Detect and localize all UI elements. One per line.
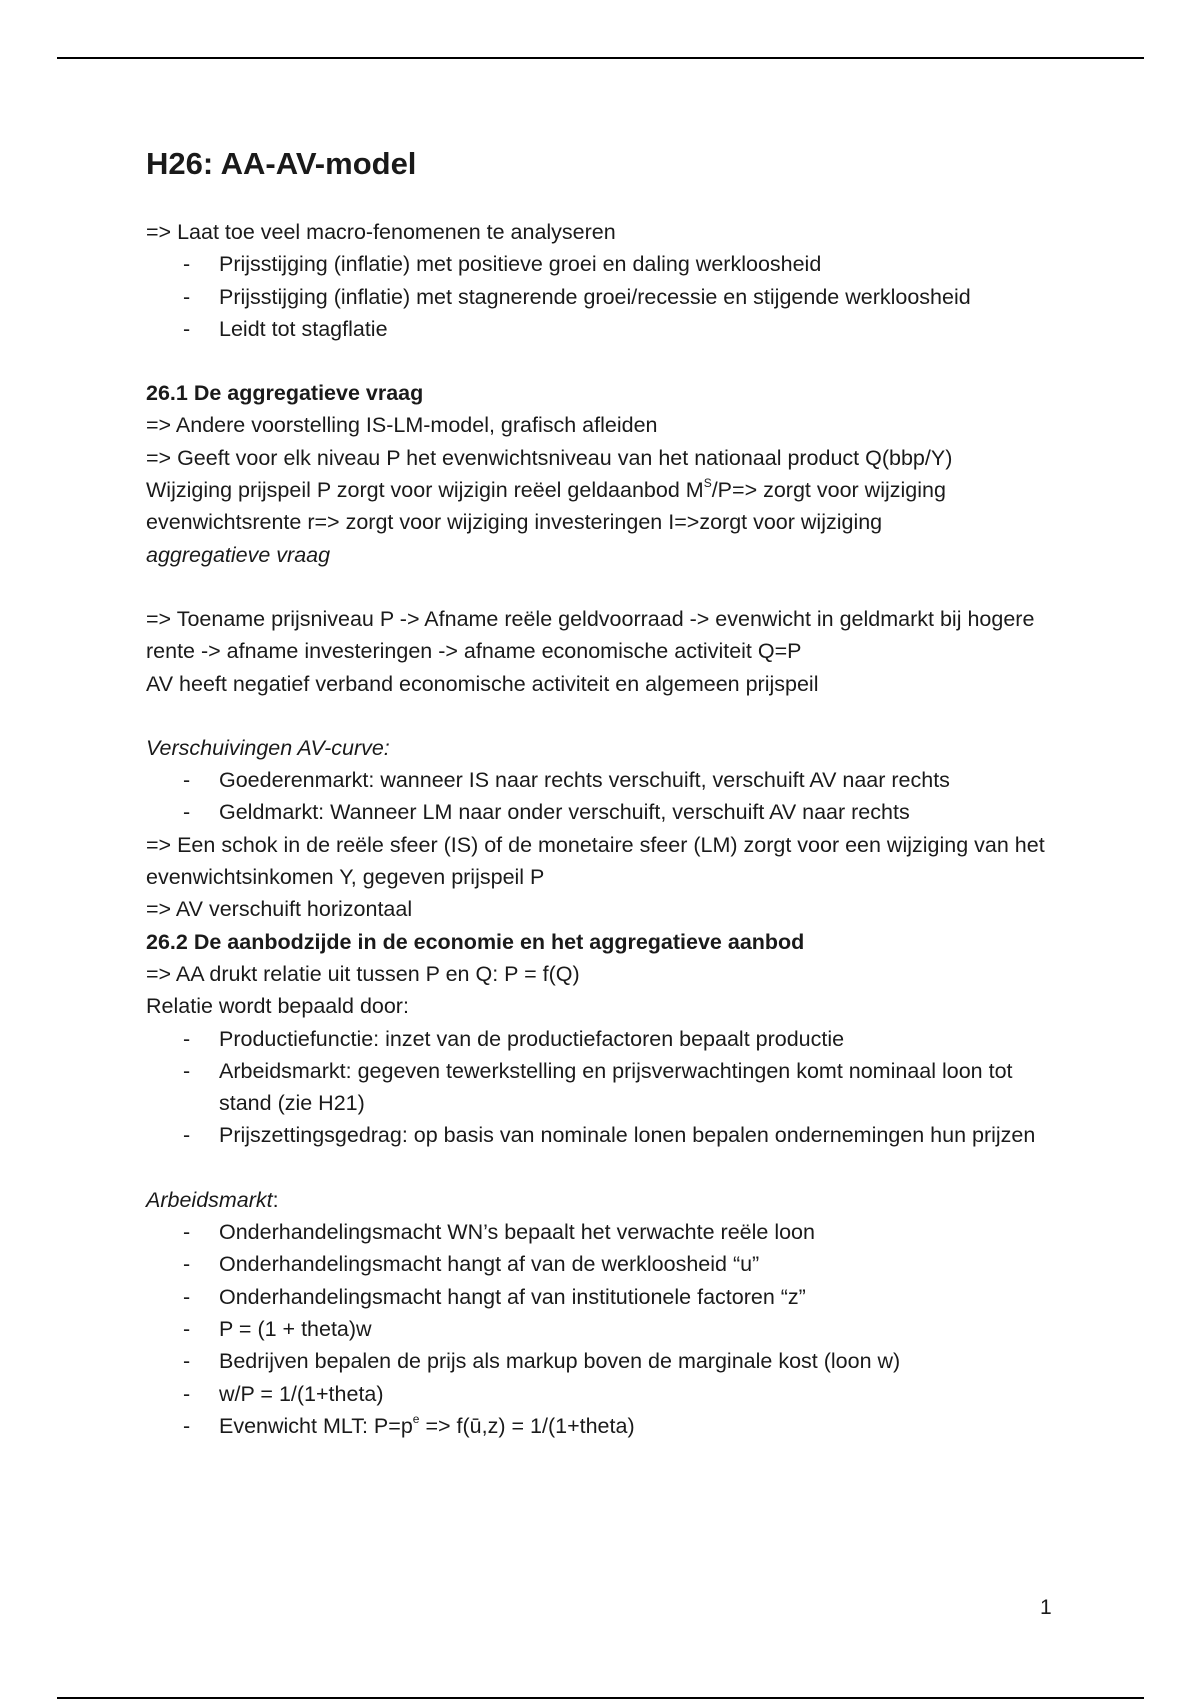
italic-run: aggregatieve vraag	[146, 542, 331, 567]
list-item: - Geldmarkt: Wanneer LM naar onder verschuift, verschuift AV naar rechts	[146, 796, 1066, 828]
paragraph: => Een schok in de reële sfeer (IS) of de monetaire sfeer (LM) zorgt voor een wijziging van het evenwichtsinkomen Y, gegeven prijspeil P	[146, 832, 1045, 890]
list-item	[146, 1410, 1066, 1442]
page-title: H26: AA-AV-model	[146, 146, 417, 181]
superscript: e	[412, 1411, 420, 1426]
list-item: - Leidt tot stagflatie	[146, 313, 1066, 345]
paragraph: AV heeft negatief verband economische activiteit en algemeen prijspeil	[146, 671, 819, 696]
list-item: - Arbeidsmarkt: gegeven tewerkstelling en prijsverwachtingen komt nominaal loon tot stand (zie H21)	[146, 1055, 1066, 1120]
paragraph: => AA drukt relatie uit tussen P en Q: P = f(Q)	[146, 961, 580, 986]
text-run: :	[272, 1187, 279, 1212]
text-run: => f(ū,z) = 1/(1+theta)	[419, 1413, 635, 1438]
list-item: - P = (1 + theta)w	[146, 1313, 1066, 1345]
paragraph: => AV verschuift horizontaal	[146, 897, 413, 922]
list-item: - w/P = 1/(1+theta)	[146, 1378, 1066, 1410]
shift-list	[146, 764, 1066, 829]
text-run: /P=> zorgt voor wijziging evenwichtsrente r=> zorgt voor wijziging investeringen I=>zorgt voor wijziging	[146, 478, 946, 535]
intro-list	[146, 248, 1066, 345]
paragraph	[146, 474, 1066, 571]
paragraph: => Toename prijsniveau P -> Afname reële geldvoorraad -> evenwicht in geldmarkt bij hogere rente -> afname investeringen -> afname economische activiteit Q=P	[146, 606, 1035, 664]
determinants-list	[146, 1023, 1066, 1152]
subheading-shifts: Verschuivingen AV-curve:	[146, 735, 390, 760]
document-body	[146, 142, 1066, 1442]
paragraph: Relatie wordt bepaald door:	[146, 994, 409, 1019]
italic-run: Arbeidsmarkt	[146, 1187, 273, 1212]
list-item: - Prijszettingsgedrag: op basis van nominale lonen bepalen ondernemingen hun prijzen	[146, 1119, 1066, 1151]
header-rule	[57, 57, 1144, 59]
intro-line: => Laat toe veel macro-fenomenen te analyseren	[146, 220, 616, 244]
section-heading-26-2: 26.2 De aanbodzijde in de economie en het aggregatieve aanbod	[146, 929, 805, 954]
text-run: Wijziging prijspeil P zorgt voor wijzigin reëel geldaanbod M	[146, 478, 704, 503]
superscript: S	[703, 476, 712, 491]
section-heading-26-1: 26.1 De aggregatieve vraag	[146, 381, 424, 406]
list-item: - Prijsstijging (inflatie) met stagnerende groei/recessie en stijgende werkloosheid	[146, 281, 1066, 313]
list-item: - Onderhandelingsmacht hangt af van institutionele factoren “z”	[146, 1281, 1066, 1313]
list-item: - Onderhandelingsmacht hangt af van de werkloosheid “u”	[146, 1248, 1066, 1280]
paragraph: => Andere voorstelling IS-LM-model, grafisch afleiden	[146, 413, 658, 438]
list-item: - Goederenmarkt: wanneer IS naar rechts verschuift, verschuift AV naar rechts	[146, 764, 1066, 796]
list-item: - Onderhandelingsmacht WN’s bepaalt het verwachte reële loon	[146, 1216, 1066, 1248]
paragraph: => Geeft voor elk niveau P het evenwichtsniveau van het nationaal product Q(bbp/Y)	[146, 445, 953, 470]
list-item: - Bedrijven bepalen de prijs als markup boven de marginale kost (loon w)	[146, 1345, 1066, 1377]
list-item: - Prijsstijging (inflatie) met positieve groei en daling werkloosheid	[146, 248, 1066, 280]
labor-list	[146, 1216, 1066, 1442]
page-number: 1	[1040, 1596, 1052, 1619]
footer-rule	[57, 1697, 1144, 1699]
subheading-labor-market	[146, 1184, 1066, 1216]
text-run: Evenwicht MLT: P=p	[219, 1413, 413, 1438]
list-item: - Productiefunctie: inzet van de productiefactoren bepaalt productie	[146, 1023, 1066, 1055]
